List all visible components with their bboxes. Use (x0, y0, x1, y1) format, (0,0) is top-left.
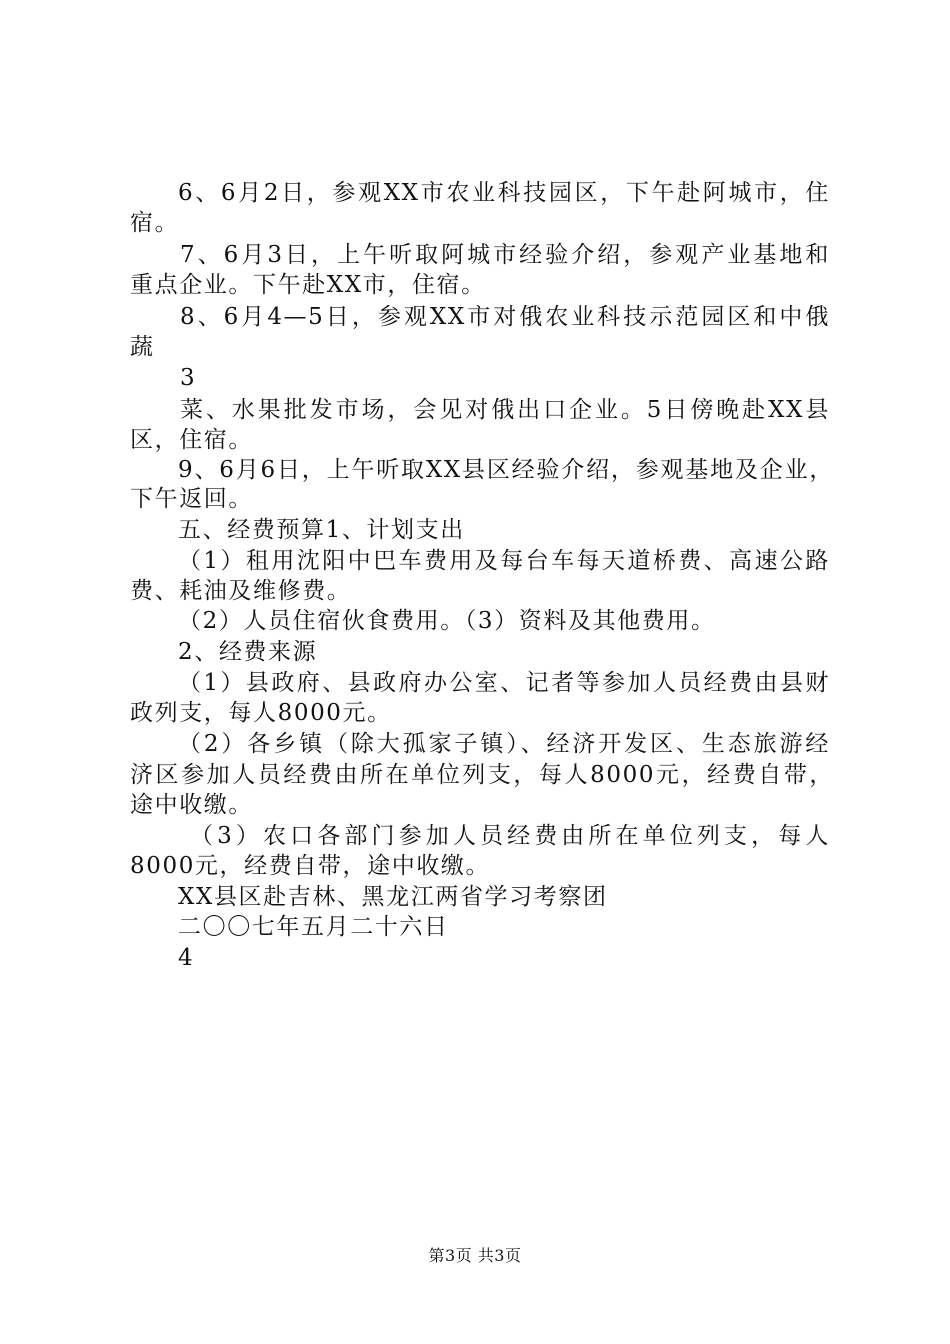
paragraph-line: 下午返回。 (130, 486, 253, 512)
paragraph-line: 8、6月4—5日，参观XX市对俄农业科技示范园区和中俄 (180, 304, 830, 330)
paragraph-line: 宿。 (130, 210, 180, 236)
paragraph-line: 7、6月3日，上午听取阿城市经验介绍，参观产业基地和 (180, 242, 830, 268)
paragraph-line: 8000元，经费自带，途中收缴。 (130, 853, 491, 879)
paragraph-line: 费、耗油及维修费。 (130, 578, 352, 604)
paragraph-line: 区，住宿。 (130, 427, 253, 453)
section-heading: 五、经费预算1、计划支出 (178, 517, 465, 543)
paragraph-line: 蔬 (130, 334, 155, 360)
date-line: 二〇〇七年五月二十六日 (178, 914, 449, 940)
signature-line: XX县区赴吉林、黑龙江两省学习考察团 (178, 884, 608, 910)
page-number-marker: 4 (178, 945, 195, 971)
paragraph-line: （1）县政府、县政府办公室、记者等参加人员经费由县财 (178, 670, 830, 696)
paragraph-line: 重点企业。下午赴XX市，住宿。 (130, 272, 486, 298)
paragraph-line: 9、6月6日，上午听取XX县区经验介绍，参观基地及企业， (178, 457, 834, 483)
paragraph-line: 济区参加人员经费由所在单位列支，每人8000元，经费自带， (130, 762, 834, 788)
paragraph-line: （2）各乡镇（除大孤家子镇）、经济开发区、生态旅游经 (178, 731, 830, 757)
page-number-marker: 3 (180, 365, 197, 391)
paragraph-line: 政列支，每人8000元。 (130, 700, 392, 726)
paragraph-line: 菜、水果批发市场，会见对俄出口企业。5日傍晚赴XX县 (180, 397, 830, 423)
paragraph-line: （2）人员住宿伙食费用。（3）资料及其他费用。 (178, 608, 716, 634)
page-footer: 第3页 共3页 (428, 1246, 522, 1265)
paragraph-line: 途中收缴。 (130, 792, 253, 818)
paragraph-line: 6、6月2日，参观XX市农业科技园区，下午赴阿城市，住 (178, 180, 830, 206)
paragraph-line: （3）农口各部门参加人员经费由所在单位列支，每人 (190, 823, 830, 849)
paragraph-line: （1）租用沈阳中巴车费用及每台车每天道桥费、高速公路 (178, 548, 830, 574)
subsection-heading: 2、经费来源 (178, 639, 318, 665)
